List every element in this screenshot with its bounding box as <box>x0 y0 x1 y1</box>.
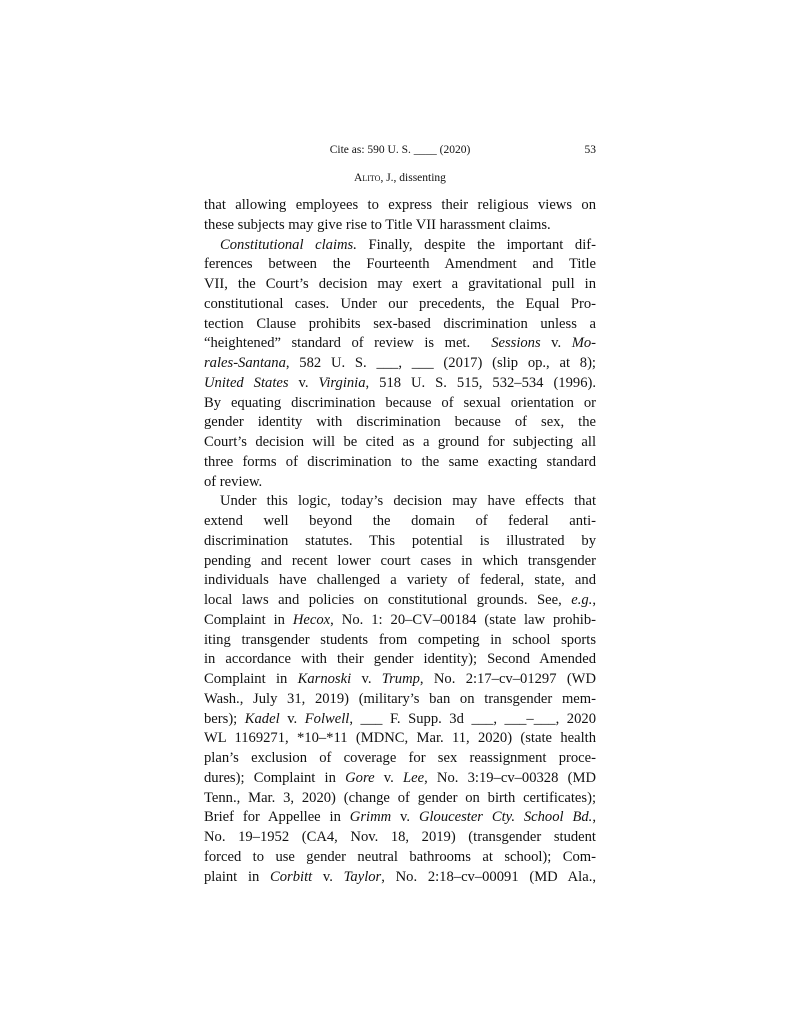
text-line: Tenn., Mar. 3, 2020) (change of gender on birth certificates); <box>204 789 596 806</box>
case-name: Karnoski <box>297 671 352 687</box>
text-line: “heightened” standard of review is met. Sessions v. Mo- <box>204 335 597 352</box>
case-name: Taylor <box>343 868 382 885</box>
page-number: 53 <box>584 144 596 156</box>
case-name: United States <box>204 374 289 391</box>
text-line: Under this logic, today’s decision may have effects that <box>220 493 596 510</box>
text-line: extend well beyond the domain of federal anti- <box>204 513 596 529</box>
text-line: No. 19–1952 (CA4, Nov. 18, 2019) (transgender student <box>204 829 596 845</box>
text-line: of review. <box>204 473 263 490</box>
case-name: Mo- <box>571 335 597 352</box>
text-line: tection Clause prohibits sex-based discrimination unless a <box>204 315 596 332</box>
opinion-body <box>204 196 596 887</box>
text-line: By equating discrimination because of sexual orientation or <box>204 394 596 411</box>
case-name: Grimm <box>349 809 392 826</box>
author-name: Alito <box>354 172 381 184</box>
case-name: Gloucester Cty. School Bd. <box>418 809 593 826</box>
text-line: rales-Santana, 582 U. S. ___, ___ (2017) (slip op., at 8); <box>204 355 596 371</box>
case-name: Gore <box>345 769 375 786</box>
author-suffix: , J., dissenting <box>380 172 446 184</box>
case-name: rales-Santana <box>204 355 286 371</box>
text-line: in accordance with their gender identity); Second Amended <box>204 651 596 668</box>
text-line: dures); Complaint in Gore v. Lee, No. 3:19–cv–00328 (MD <box>204 769 596 786</box>
text-line: Court’s decision will be cited as a ground for subjecting all <box>204 434 596 450</box>
text-line: pending and recent lower court cases in which transgender <box>204 552 596 569</box>
citation-signal: e.g. <box>571 592 593 608</box>
opinion-author-label <box>204 172 596 190</box>
case-name: Corbitt <box>270 868 313 885</box>
text-line: discrimination statutes. This potential is illustrated by <box>204 532 596 549</box>
case-name: Lee <box>402 769 425 786</box>
case-name: Kadel <box>244 710 280 727</box>
case-name: Hecox <box>292 611 331 628</box>
paragraph-3 <box>204 492 596 887</box>
case-name: Folwell <box>304 710 350 727</box>
text-line: VII, the Court’s decision may exert a gravitational pull in <box>204 276 596 292</box>
citation-header: Cite as: 590 U. S. ____ (2020) <box>329 144 471 156</box>
text-line: plaint in Corbitt v. Taylor, No. 2:18–cv–00091 (MD Ala., <box>204 868 597 885</box>
case-name: Trump <box>381 671 420 687</box>
text-line: forced to use gender neutral bathrooms at school); Com- <box>204 848 596 865</box>
paragraph-2 <box>204 236 596 493</box>
text-line: Brief for Appellee in Grimm v. Gloucester Cty. School Bd., <box>204 809 596 826</box>
text-line: local laws and policies on constitutional grounds. See, e.g., <box>204 592 596 608</box>
case-name: Virginia <box>318 374 366 391</box>
document-page <box>204 144 596 887</box>
text-line: bers); Kadel v. Folwell, ___ F. Supp. 3d ___, ___–___, 2020 <box>204 710 596 727</box>
paragraph-1 <box>204 196 596 236</box>
text-line: gender identity with discrimination because of sex, the <box>204 414 596 431</box>
text-line: constitutional cases. Under our precedents, the Equal Pro- <box>204 295 596 312</box>
text-line: ferences between the Fourteenth Amendment and Title <box>204 256 596 273</box>
text-line: plan’s exclusion of coverage for sex reassignment proce- <box>204 750 596 766</box>
text-line: Complaint in Hecox, No. 1: 20–CV–00184 (state law prohib- <box>204 611 596 628</box>
text-line: these subjects may give rise to Title VII harassment claims. <box>204 216 551 233</box>
text-line: three forms of discrimination to the same exacting standard <box>204 453 596 470</box>
section-heading: Constitutional claims. <box>220 236 357 253</box>
text-line: Constitutional claims. Finally, despite the important dif- <box>220 236 596 253</box>
text-line: United States v. Virginia, 518 U. S. 515, 532–534 (1996). <box>204 374 597 391</box>
case-name: Sessions <box>491 335 541 352</box>
text-line: that allowing employees to express their religious views on <box>204 197 596 213</box>
running-head <box>204 144 596 162</box>
text-line: WL 1169271, *10–*11 (MDNC, Mar. 11, 2020) (state health <box>204 730 596 747</box>
text-line: individuals have challenged a variety of federal, state, and <box>204 572 596 589</box>
text-line: Wash., July 31, 2019) (military’s ban on transgender mem- <box>204 690 596 707</box>
text-line: Complaint in Karnoski v. Trump, No. 2:17–cv–01297 (WD <box>204 671 597 687</box>
text-line: iting transgender students from competing in school sports <box>204 631 596 648</box>
